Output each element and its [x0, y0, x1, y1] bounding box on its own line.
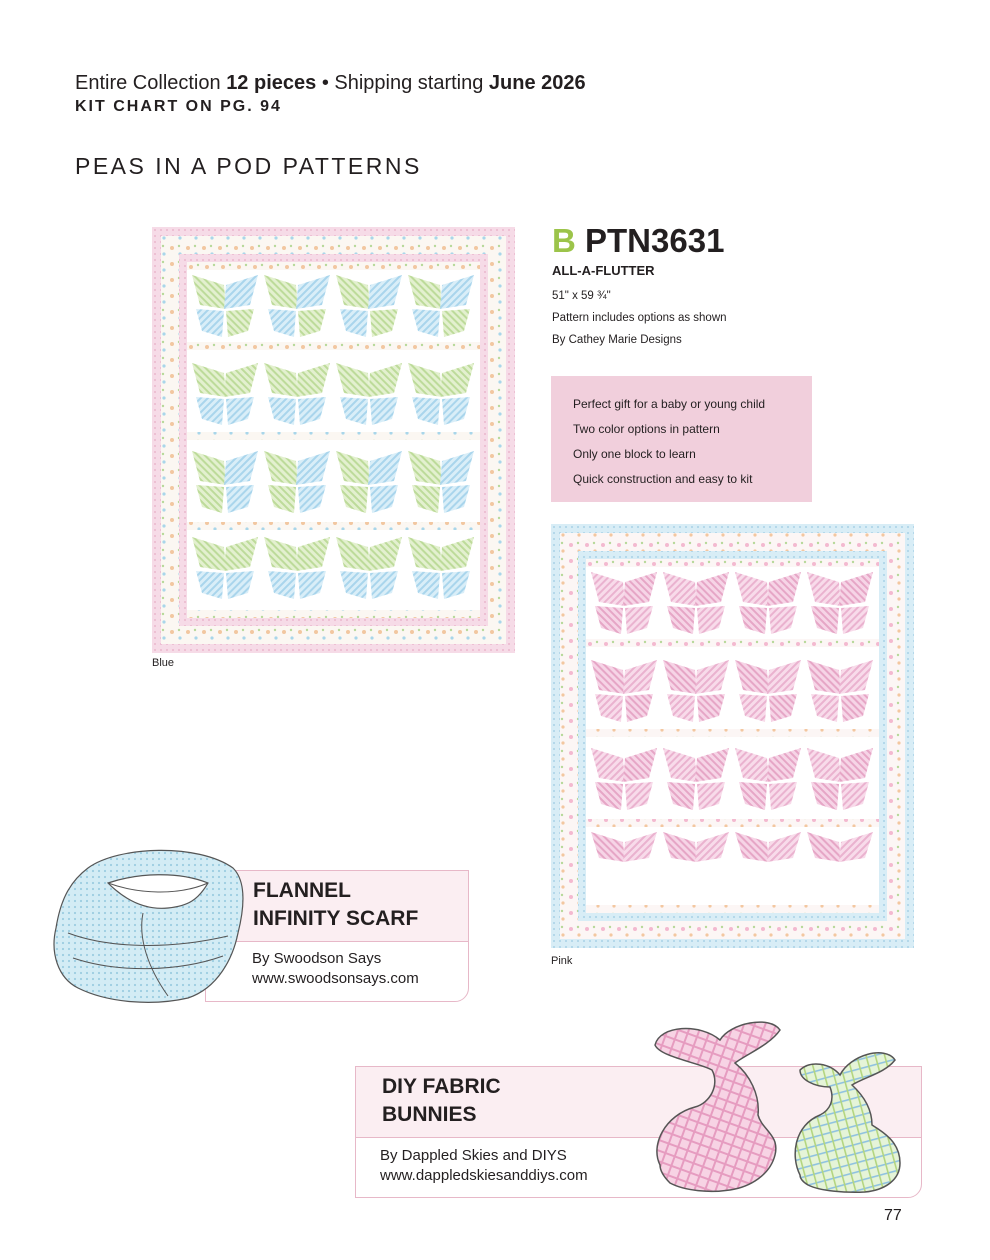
kit-chart-reference: KIT CHART ON PG. 94 — [75, 98, 282, 115]
bunny-illustration — [640, 1015, 925, 1200]
bunny-title-line1: DIY FABRIC — [382, 1075, 501, 1098]
feature-item: Perfect gift for a baby or young child — [573, 397, 766, 411]
quilt-image-pink — [551, 524, 914, 948]
feature-item: Two color options in pattern — [573, 422, 720, 436]
product-code — [552, 222, 724, 260]
feature-item: Quick construction and easy to kit — [573, 472, 753, 486]
section-title: PEAS IN A POD PATTERNS — [75, 153, 422, 179]
scarf-title-line1: FLANNEL — [253, 879, 351, 902]
shipping-date: June 2026 — [488, 72, 586, 94]
scarf-url: www.swoodsonsays.com — [252, 970, 419, 987]
feature-item: Only one block to learn — [573, 447, 696, 461]
bunny-title-line2: BUNNIES — [382, 1103, 477, 1126]
product-letter: B — [552, 222, 576, 259]
collection-info — [75, 72, 586, 95]
shipping-label: • Shipping starting — [316, 72, 489, 94]
quilt-image-blue — [152, 227, 515, 653]
scarf-illustration — [48, 838, 248, 1008]
product-size: 51" x 59 ¾" — [552, 290, 611, 302]
product-designer: By Cathey Marie Designs — [552, 334, 682, 346]
scarf-designer: By Swoodson Says — [252, 950, 382, 967]
scarf-title-line2: INFINITY SCARF — [253, 907, 419, 930]
product-name: ALL-A-FLUTTER — [552, 263, 655, 278]
bunny-designer: By Dappled Skies and DIYS — [380, 1147, 567, 1164]
collection-label: Entire Collection — [75, 72, 227, 94]
product-note: Pattern includes options as shown — [552, 312, 727, 324]
quilt-caption-pink: Pink — [551, 955, 573, 967]
page-number: 77 — [884, 1207, 902, 1224]
piece-count: 12 pieces — [226, 72, 317, 94]
product-number: PTN3631 — [575, 222, 725, 259]
quilt-caption-blue: Blue — [152, 657, 175, 669]
feature-box — [551, 376, 812, 502]
bunny-url: www.dappledskiesanddiys.com — [380, 1167, 588, 1184]
